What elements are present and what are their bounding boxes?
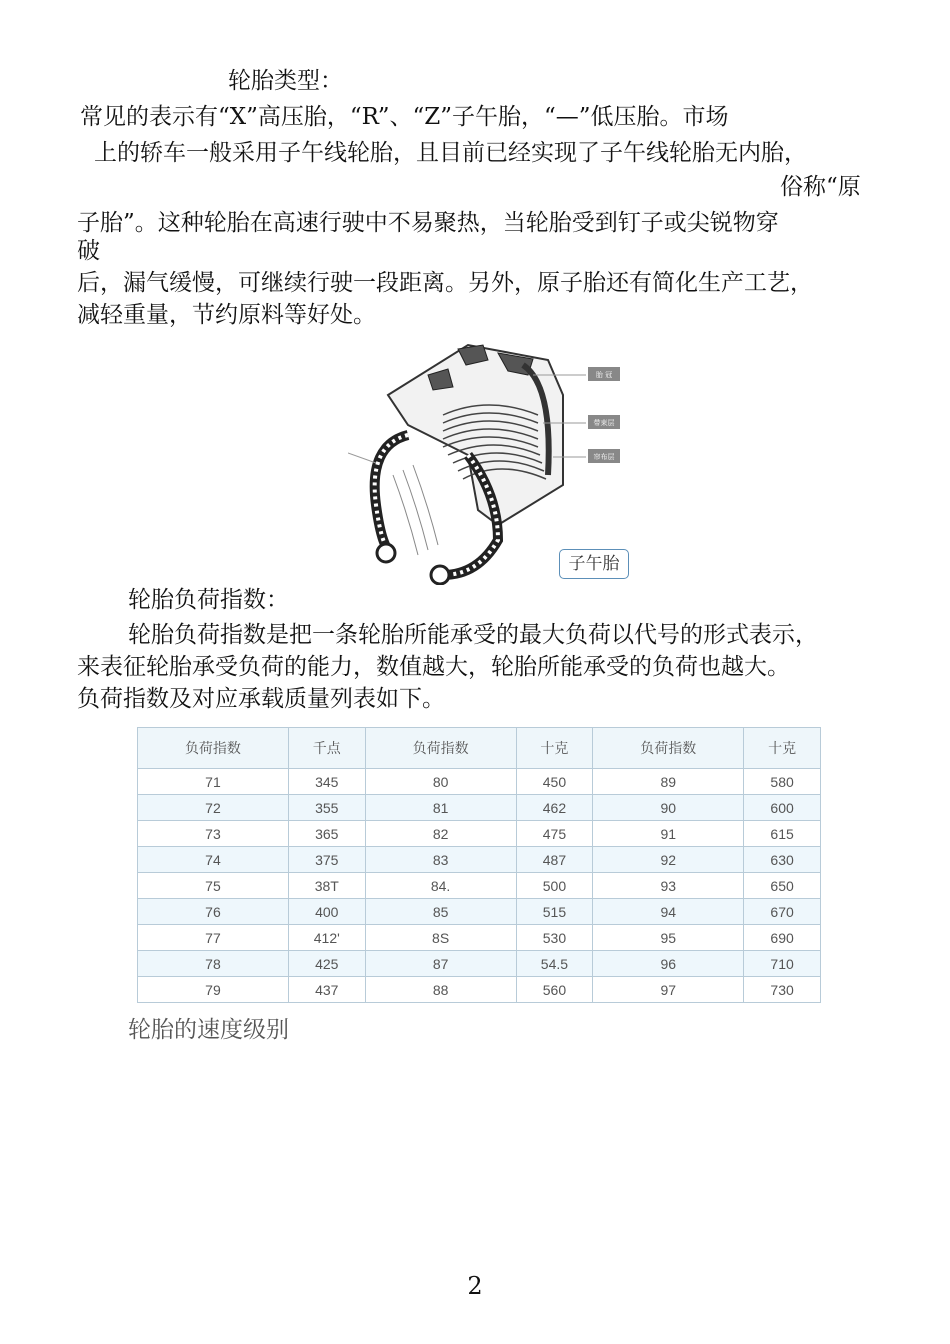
table-cell: 450	[516, 769, 593, 795]
heading-tire-types: 轮胎类型：	[228, 68, 343, 94]
table-cell: 345	[288, 769, 365, 795]
table-cell: 730	[744, 977, 821, 1003]
header-cell: 负荷指数	[138, 728, 289, 769]
table-cell: 375	[288, 847, 365, 873]
para2-line-2: 来表征轮胎承受负荷的能力，数值越大，轮胎所能承受的负荷也越大。	[77, 654, 790, 680]
table-cell: 81	[365, 795, 516, 821]
table-cell: 75	[138, 873, 289, 899]
table-cell: 72	[138, 795, 289, 821]
table-row	[138, 899, 821, 925]
label-tread: 胎 冠	[595, 371, 613, 379]
table-cell: 615	[744, 821, 821, 847]
tire-cross-section-image	[348, 335, 634, 585]
table-cell: 84.	[365, 873, 516, 899]
header-cell: 十克	[516, 728, 593, 769]
table-cell: 88	[365, 977, 516, 1003]
table-row	[138, 925, 821, 951]
table-cell: 79	[138, 977, 289, 1003]
table-row	[138, 795, 821, 821]
table-row	[138, 977, 821, 1003]
header-cell: 负荷指数	[365, 728, 516, 769]
table-cell: 95	[593, 925, 744, 951]
para1-line-5: 破	[77, 238, 100, 264]
table-cell: 90	[593, 795, 744, 821]
table-cell: 355	[288, 795, 365, 821]
table-row	[138, 951, 821, 977]
table-row	[138, 821, 821, 847]
header-cell: 千点	[288, 728, 365, 769]
table-row	[138, 847, 821, 873]
label-belt: 带束层	[593, 419, 615, 427]
para1-line-2: 上的轿车一般采用子午线轮胎，且目前已经实现了子午线轮胎无内胎，	[94, 140, 807, 166]
para1-line-7: 减轻重量，节约原料等好处。	[77, 302, 376, 328]
radial-tire-figure	[348, 335, 634, 585]
table-cell: 487	[516, 847, 593, 873]
header-cell: 十克	[744, 728, 821, 769]
table-cell: 92	[593, 847, 744, 873]
table-cell: 690	[744, 925, 821, 951]
table-cell: 93	[593, 873, 744, 899]
para1-line-3: 俗称“原	[780, 174, 861, 200]
heading-load-index: 轮胎负荷指数：	[128, 587, 289, 613]
load-index-table	[137, 727, 821, 1003]
table-cell: 425	[288, 951, 365, 977]
table-cell: 710	[744, 951, 821, 977]
para1-line-6: 后，漏气缓慢，可继续行驶一段距离。另外，原子胎还有简化生产工艺，	[77, 270, 813, 296]
table-row	[138, 769, 821, 795]
table-cell: 91	[593, 821, 744, 847]
table-cell: 500	[516, 873, 593, 899]
table-cell: 475	[516, 821, 593, 847]
table-cell: 83	[365, 847, 516, 873]
table-cell: 89	[593, 769, 744, 795]
table-cell: 630	[744, 847, 821, 873]
page-number: 2	[467, 1272, 483, 1300]
table-cell: 87	[365, 951, 516, 977]
table-header-row	[138, 728, 821, 769]
para1-line-1: 常见的表示有“X”高压胎，“R”、“Z”子午胎，“—”低压胎。市场	[80, 104, 729, 130]
table-cell: 580	[744, 769, 821, 795]
table-cell: 462	[516, 795, 593, 821]
table-cell: 78	[138, 951, 289, 977]
table-cell: 515	[516, 899, 593, 925]
table-row	[138, 873, 821, 899]
header-cell: 负荷指数	[593, 728, 744, 769]
table-cell: 365	[288, 821, 365, 847]
para2-line-1: 轮胎负荷指数是把一条轮胎所能承受的最大负荷以代号的形式表示，	[128, 622, 818, 648]
para2-line-3: 负荷指数及对应承载质量列表如下。	[77, 686, 445, 712]
table-cell: 85	[365, 899, 516, 925]
table-cell: 82	[365, 821, 516, 847]
table-cell: 437	[288, 977, 365, 1003]
table-cell: 94	[593, 899, 744, 925]
table-cell: 8S	[365, 925, 516, 951]
table-cell: 670	[744, 899, 821, 925]
heading-speed-rating: 轮胎的速度级别	[128, 1017, 289, 1043]
table-cell: 650	[744, 873, 821, 899]
table-cell: 54.5	[516, 951, 593, 977]
para1-line-4: 子胎”。这种轮胎在高速行驶中不易聚热，当轮胎受到钉子或尖锐物穿	[77, 210, 779, 236]
table-cell: 71	[138, 769, 289, 795]
table-cell: 77	[138, 925, 289, 951]
label-ply: 帘布层	[593, 453, 615, 461]
table-cell: 560	[516, 977, 593, 1003]
table-cell: 412'	[288, 925, 365, 951]
table-cell: 96	[593, 951, 744, 977]
table-cell: 600	[744, 795, 821, 821]
figure-caption: 子午胎	[559, 549, 629, 579]
table-cell: 74	[138, 847, 289, 873]
table-cell: 530	[516, 925, 593, 951]
table-cell: 76	[138, 899, 289, 925]
table-cell: 80	[365, 769, 516, 795]
table-cell: 38T	[288, 873, 365, 899]
table-cell: 97	[593, 977, 744, 1003]
table-cell: 400	[288, 899, 365, 925]
table-cell: 73	[138, 821, 289, 847]
